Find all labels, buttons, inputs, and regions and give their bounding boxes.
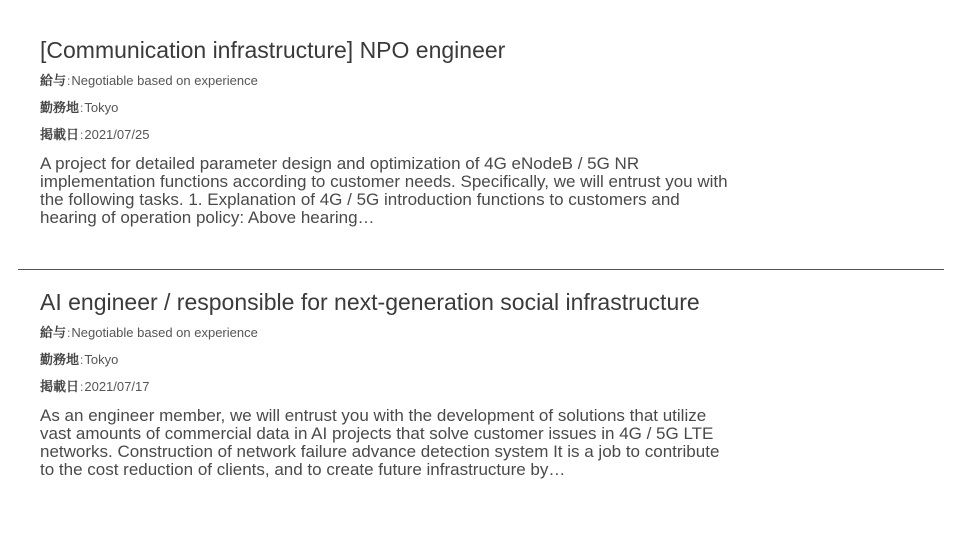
location-row <box>40 99 740 118</box>
label-separator: : <box>67 74 71 88</box>
job-title[interactable]: [Communication infrastructure] NPO engineer <box>40 37 506 63</box>
salary-value: Negotiable based on experience <box>71 73 258 88</box>
label-separator: : <box>80 353 84 367</box>
label-separator: : <box>67 326 71 340</box>
posted-date-value: 2021/07/25 <box>84 127 150 142</box>
salary-label: 給与 <box>40 74 67 89</box>
posted-date-label: 掲載日 <box>40 380 80 395</box>
salary-row <box>40 72 740 91</box>
location-value: Tokyo <box>84 100 119 115</box>
posted-date-row <box>40 126 740 145</box>
job-description: A project for detailed parameter design and optimization of 4G eNodeB / 5G NR implementation functions according to customer needs. Specifically, we will entrust you with the following tasks. 1. Explanation of 4G / 5G introduction functions to customers and hearing of operation policy: Above hearing… <box>40 154 728 227</box>
salary-row <box>40 324 740 343</box>
job-description: As an engineer member, we will entrust you with the development of solutions that utilize vast amounts of commercial data in AI projects that solve customer issues in 4G / 5G LTE networks. Construction of network failure advance detection system It is a job to contribute to the cost reduction of clients, and to create future infrastructure by… <box>40 406 720 479</box>
location-row <box>40 351 740 370</box>
location-label: 勤務地 <box>40 353 80 368</box>
job-listing <box>40 288 740 479</box>
label-separator: : <box>80 101 84 115</box>
salary-label: 給与 <box>40 326 67 341</box>
listing-divider <box>18 269 944 270</box>
job-title[interactable]: AI engineer / responsible for next-generation social infrastructure <box>40 289 700 315</box>
job-listing <box>40 36 740 227</box>
posted-date-label: 掲載日 <box>40 128 80 143</box>
label-separator: : <box>80 128 84 142</box>
label-separator: : <box>80 380 84 394</box>
salary-value: Negotiable based on experience <box>71 325 258 340</box>
location-value: Tokyo <box>84 352 119 367</box>
posted-date-value: 2021/07/17 <box>84 379 150 394</box>
posted-date-row <box>40 378 740 397</box>
location-label: 勤務地 <box>40 101 80 116</box>
